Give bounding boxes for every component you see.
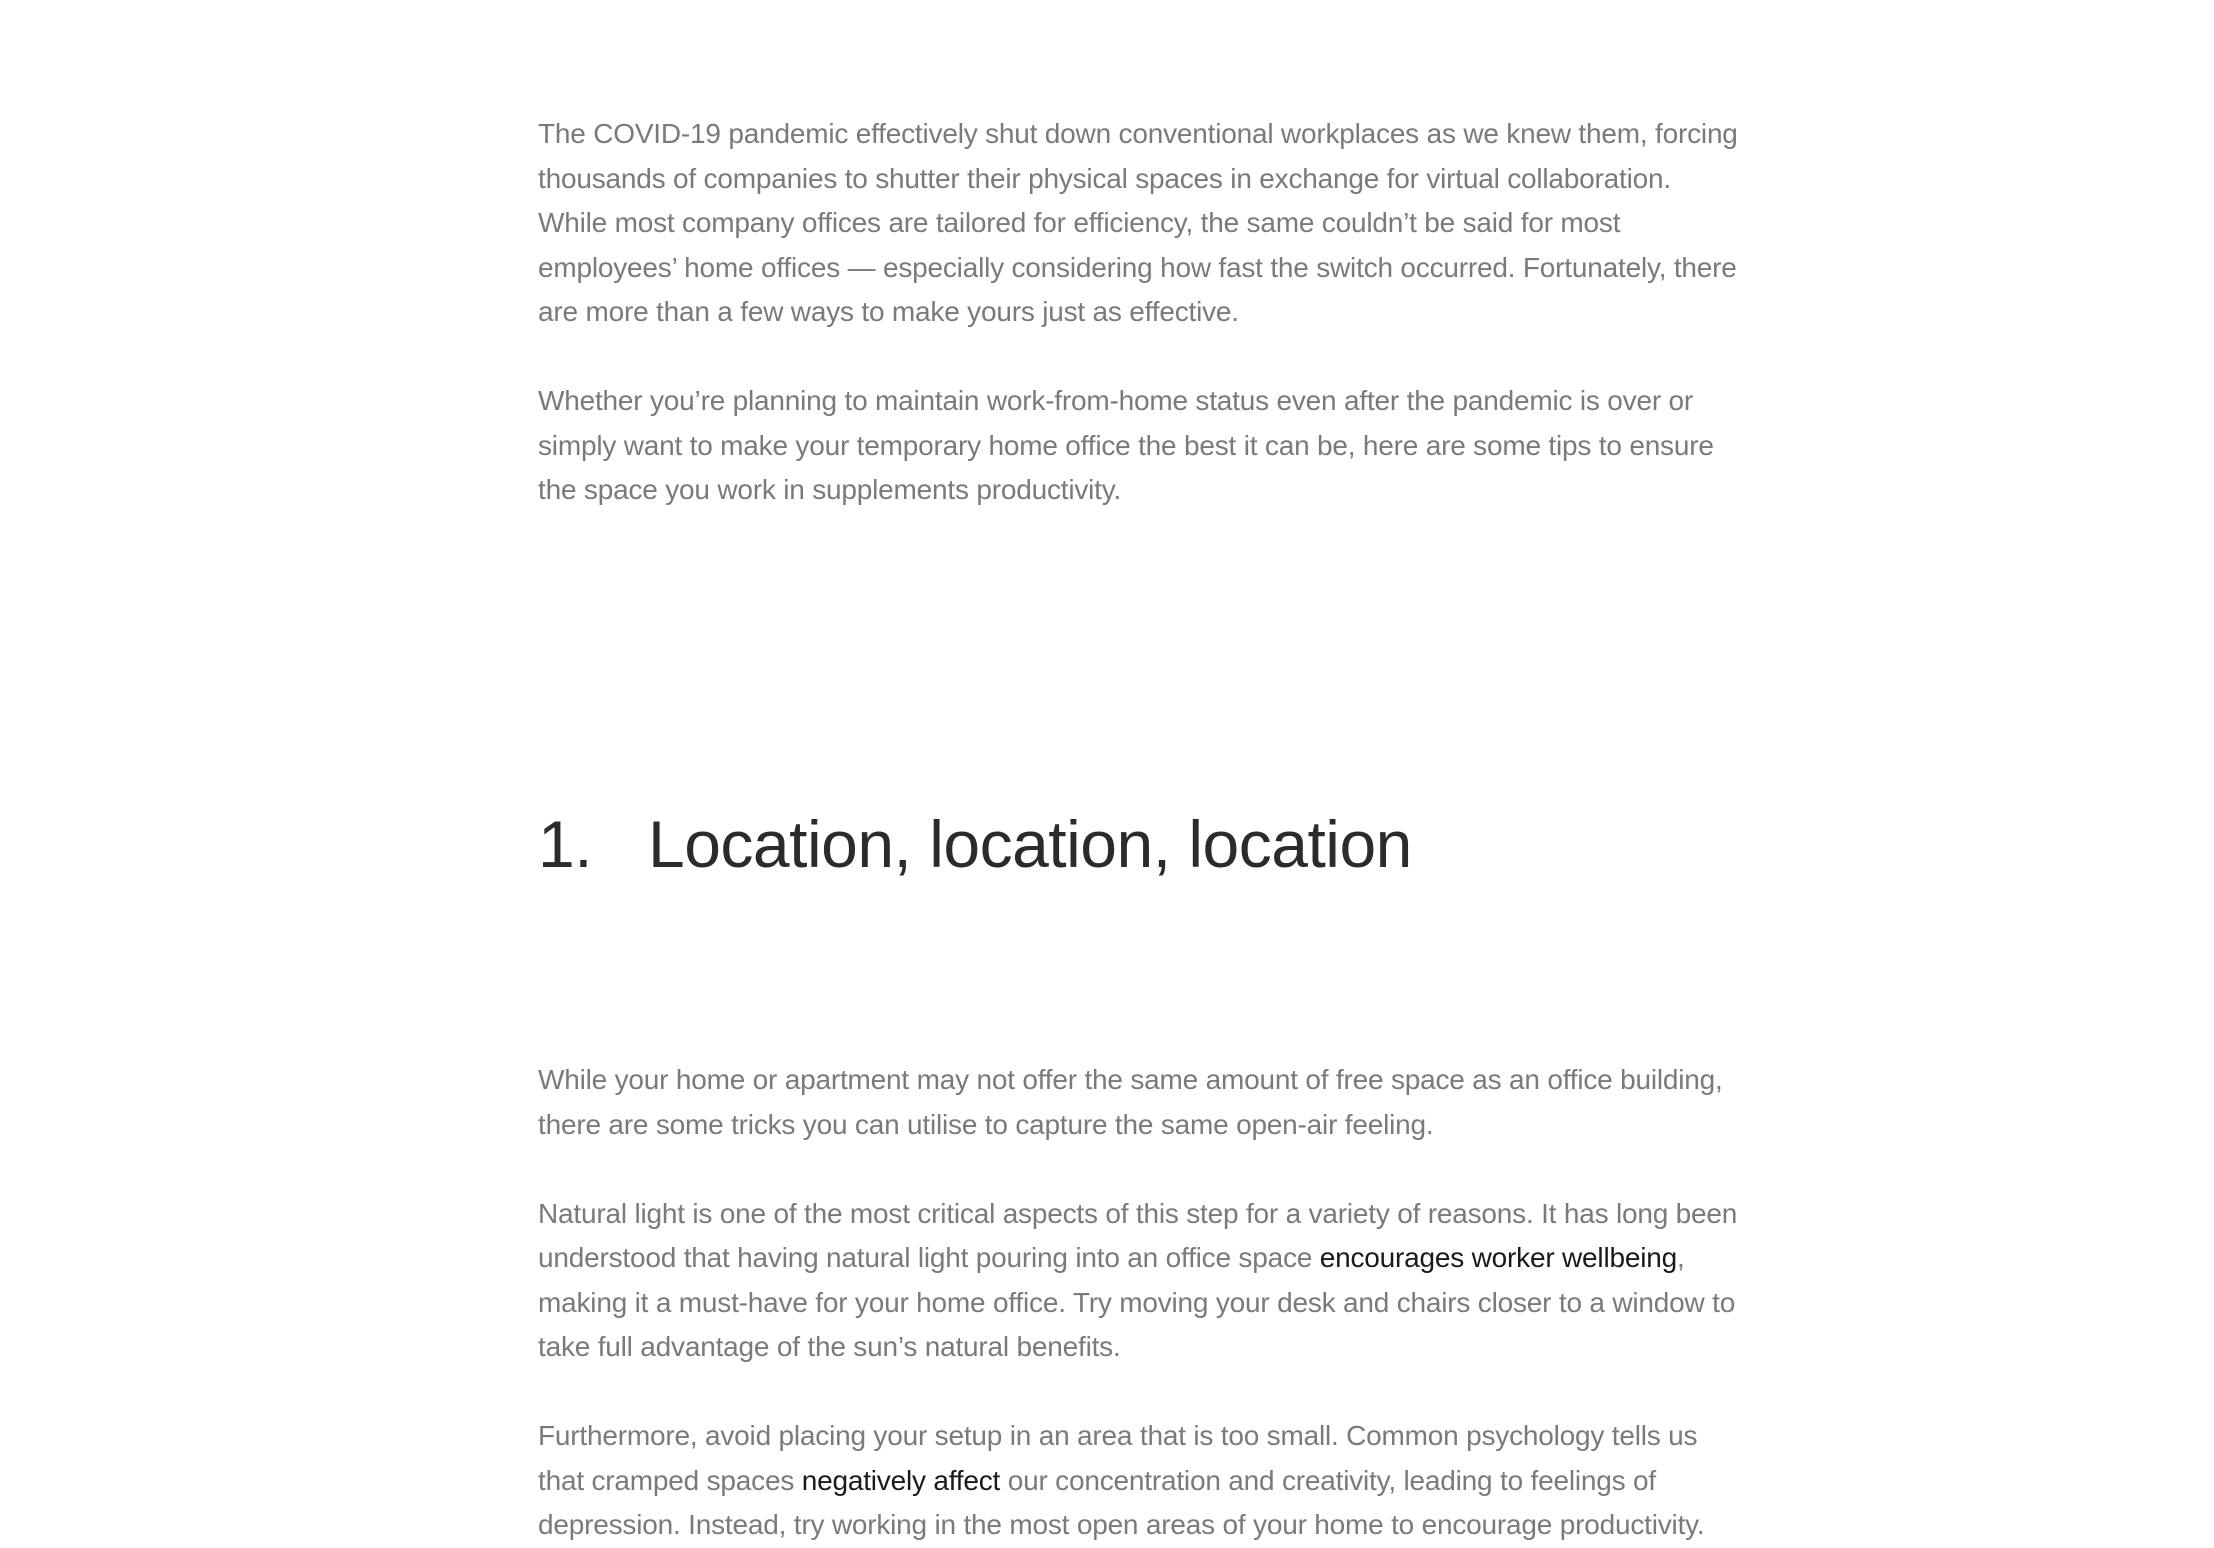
section-title: Location, location, location <box>648 807 1412 881</box>
section-1-body <box>538 1058 1738 1548</box>
paragraph-text: , making it a must-have for your home office. Try moving your desk and chairs closer to a window to take full advantage of the sun’s natural benefits. <box>538 1242 1736 1362</box>
link-negatively-affect[interactable]: negatively affect <box>801 1464 1001 1496</box>
section-paragraph-2 <box>538 1192 1738 1370</box>
paragraph-text: our concentration and creativity, leading to feelings of depression. Instead, try working in the most open areas of your home to encourage productivity. <box>538 1464 1705 1540</box>
intro-section <box>538 112 1738 513</box>
section-paragraph-1: While your home or apartment may not offer the same amount of free space as an office building, there are some tricks you can utilise to capture the same open-air feeling. <box>538 1064 1723 1140</box>
paragraph-text: Furthermore, avoid placing your setup in an area that is too small. Common psychology tells us that cramped spaces <box>538 1420 1698 1496</box>
link-worker-wellbeing[interactable]: encourages worker wellbeing <box>1319 1242 1677 1273</box>
section-paragraph-3 <box>538 1414 1738 1548</box>
section-heading <box>538 796 1412 892</box>
intro-paragraph-1: The COVID-19 pandemic effectively shut down conventional workplaces as we knew them, forcing thousands of companies to shutter their physical spaces in exchange for virtual collaboration. While most company offices are tailored for efficiency, the same couldn’t be said for most employees’ home offices — especially considering how fast the switch occurred. Fortunately, there are more than a few ways to make yours just as effective. <box>538 118 1738 327</box>
section-number: 1. <box>538 807 593 881</box>
intro-paragraph-2: Whether you’re planning to maintain work-from-home status even after the pandemic is over or simply want to make your temporary home office the best it can be, here are some tips to ensure the space you work in supplements productivity. <box>538 385 1714 505</box>
paragraph-text: Natural light is one of the most critical aspects of this step for a variety of reasons. It has long been understood that having natural light pouring into an office space <box>538 1197 1738 1273</box>
